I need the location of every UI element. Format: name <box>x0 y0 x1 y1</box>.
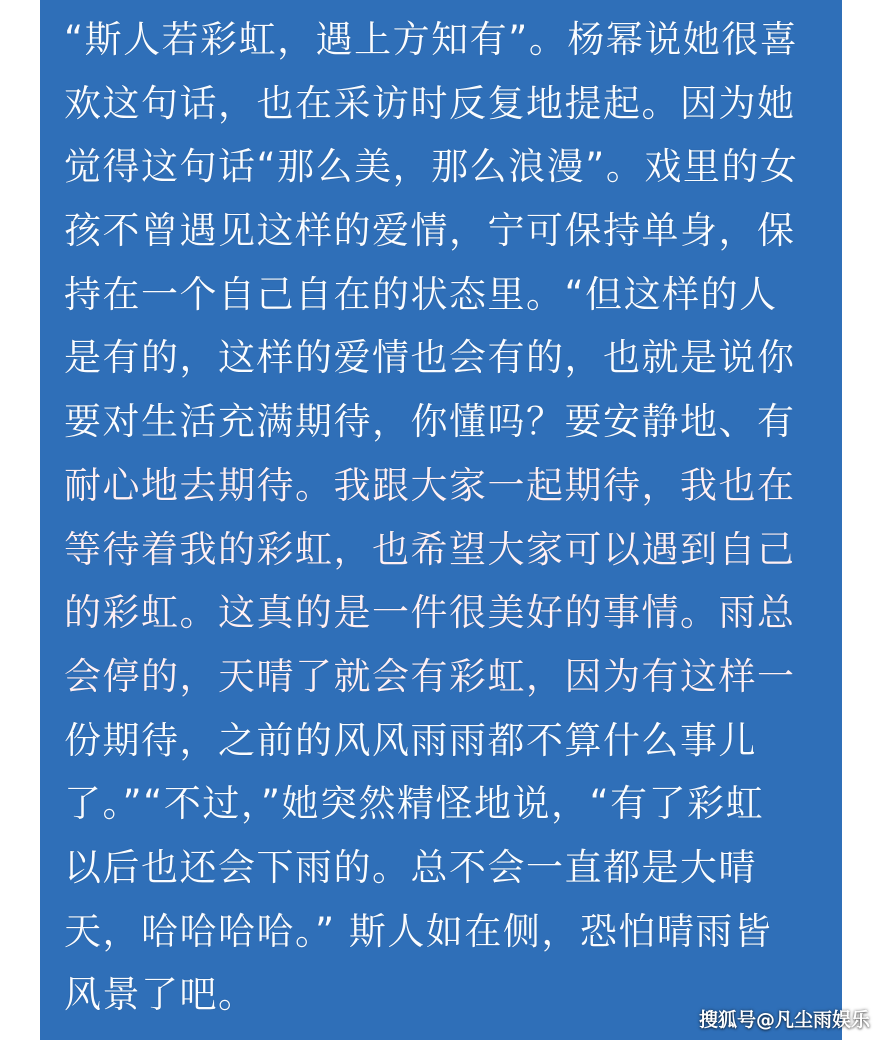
article-line: 了。”“不过，”她突然精怪地说，“有了彩虹 <box>64 782 765 826</box>
article-line: 是有的，这样的爱情也会有的，也就是说你 <box>64 336 796 380</box>
article-line: 觉得这句话“那么美，那么浪漫”。戏里的女 <box>64 145 799 189</box>
article-line: 以后也还会下雨的。总不会一直都是大晴 <box>64 845 757 889</box>
article-line: “斯人若彩虹，遇上方知有”。杨幂说她很喜 <box>64 18 799 61</box>
article-line: 份期待，之前的风风雨雨都不算什么事儿 <box>64 718 757 762</box>
article-line: 的彩虹。这真的是一件很美好的事情。雨总 <box>64 591 796 635</box>
article-line: 等待着我的彩虹，也希望大家可以遇到自己 <box>64 527 796 571</box>
article-line: 要对生活充满期待，你懂吗？要安静地、有 <box>64 400 796 444</box>
article-panel <box>40 0 842 1040</box>
source-watermark: 搜狐号@凡尘雨娱乐 <box>698 1009 870 1031</box>
article-text <box>64 8 824 1027</box>
article-line: 风景了吧。 <box>64 973 257 1017</box>
article-line: 会停的，天晴了就会有彩虹，因为有这样一 <box>64 654 796 698</box>
article-line: 耐心地去期待。我跟大家一起期待，我也在 <box>64 463 796 507</box>
article-line: 欢这句话，也在采访时反复地提起。因为她 <box>64 81 796 125</box>
article-line: 持在一个自己自在的状态里。“但这样的人 <box>64 272 778 316</box>
article-line: 孩不曾遇见这样的爱情，宁可保持单身，保 <box>64 209 796 253</box>
article-line: 天，哈哈哈哈。” 斯人如在侧，恐怕晴雨皆 <box>64 909 773 953</box>
